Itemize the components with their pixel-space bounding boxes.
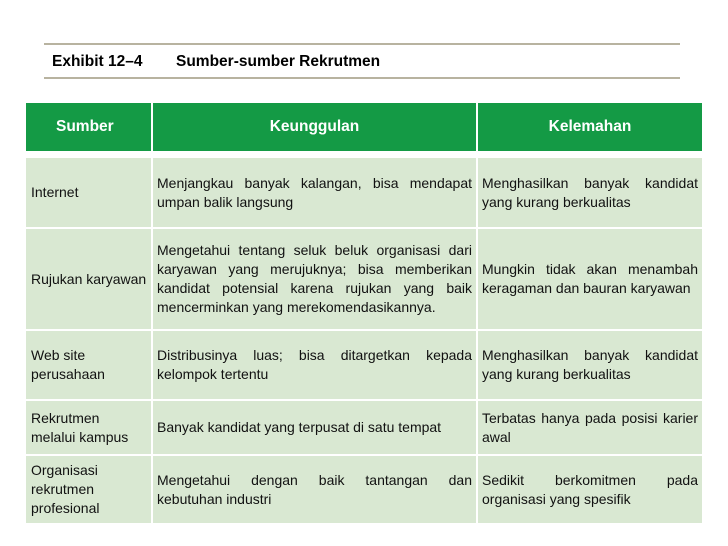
header-disadvantages: Kelemahan <box>477 103 702 151</box>
top-rule <box>44 43 680 45</box>
cell-advantages: Mengetahui dengan baik tantangan dan kebutuhan industri <box>152 455 477 523</box>
cell-advantages: Distribusinya luas; bisa ditargetkan kepada kelompok tertentu <box>152 330 477 400</box>
header-advantages: Keunggulan <box>152 103 477 151</box>
cell-disadvantages: Mungkin tidak akan menambah keragaman dan bauran karyawan <box>477 228 702 330</box>
cell-disadvantages: Sedikit berkomitmen pada organisasi yang spesifik <box>477 455 702 523</box>
cell-source: Organisasi rekrutmen profesional <box>26 455 152 523</box>
cell-advantages: Mengetahui tentang seluk beluk organisasi dari karyawan yang merujuknya; bisa memberikan kandidat potensial karena rujukan yang baik mencerminkan yang merekomendasikannya. <box>152 228 477 330</box>
cell-disadvantages: Menghasilkan banyak kandidat yang kurang berkualitas <box>477 157 702 228</box>
header-source: Sumber <box>26 103 152 151</box>
table-row <box>26 228 702 330</box>
table-header-row <box>26 103 702 151</box>
cell-source: Internet <box>26 157 152 228</box>
exhibit-label: Exhibit 12–4 <box>52 53 143 70</box>
table-row <box>26 400 702 455</box>
exhibit-title <box>52 53 380 71</box>
bottom-rule <box>44 77 680 79</box>
table-row <box>26 455 702 523</box>
cell-source: Rekrutmen melalui kampus <box>26 400 152 455</box>
cell-source: Web site perusahaan <box>26 330 152 400</box>
cell-advantages: Menjangkau banyak kalangan, bisa mendapat umpan balik langsung <box>152 157 477 228</box>
exhibit-name: Sumber-sumber Rekrutmen <box>176 53 381 70</box>
recruitment-sources-table <box>26 103 702 523</box>
table-row <box>26 157 702 228</box>
table-row <box>26 330 702 400</box>
cell-disadvantages: Terbatas hanya pada posisi karier awal <box>477 400 702 455</box>
cell-source: Rujukan karyawan <box>26 228 152 330</box>
cell-disadvantages: Menghasilkan banyak kandidat yang kurang berkualitas <box>477 330 702 400</box>
cell-advantages: Banyak kandidat yang terpusat di satu tempat <box>152 400 477 455</box>
